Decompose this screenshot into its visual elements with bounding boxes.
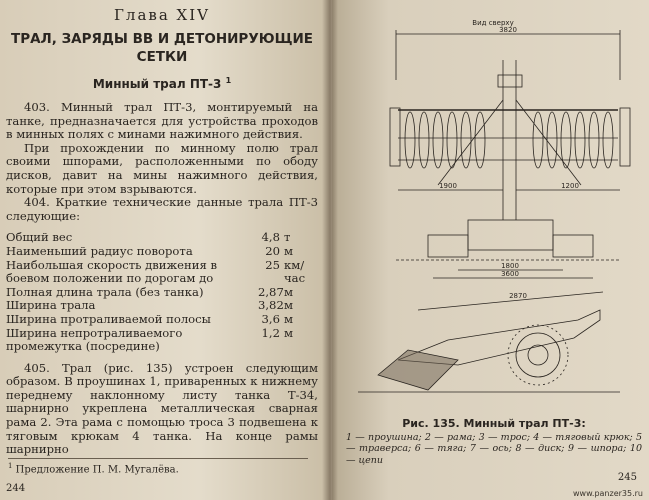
figure-caption (346, 418, 642, 466)
mine-trawl-diagram (338, 20, 638, 410)
chapter-heading: Глава XIV (114, 6, 210, 24)
dim-side: 2870 (509, 292, 527, 300)
spec-value: 20 (265, 243, 280, 258)
footnote (8, 458, 308, 475)
right-page (332, 0, 649, 500)
spec-row (6, 299, 318, 313)
spec-row (6, 245, 318, 259)
top-view-drawing (390, 20, 630, 278)
caption-title: Рис. 135. Минный трал ПТ-3: (402, 417, 586, 430)
paragraph-405: 405. Трал (рис. 135) устроен следующим образом. В проушинах 1, приваренных к нижнему переднему наклонному листу танка Т-34, шарнирно укреплена металлическая сварная рама 2. Эта рама с помощью троса 3 подвешена к тяговым крюкам 4 танка. На конце рамы шарнирно (6, 360, 318, 457)
spec-unit: т (284, 230, 291, 245)
page-number-left: 244 (6, 483, 26, 494)
top-view-label: Вид сверху (472, 20, 514, 27)
dim-right: 1200 (561, 182, 579, 190)
spec-unit: м (284, 311, 294, 326)
paragraph-403-continued: При прохождении по минному полю трал своими шпорами, расположенными по ободу дисков, давит на мины нажимного действия, которые при этом взрываются. (6, 140, 318, 196)
paragraph-403: 403. Минный трал ПТ-3, монтируемый на танке, предназначается для устройства проходов в минных полях с минами нажимного действия. (6, 100, 318, 142)
footnote-reference: 1 (225, 76, 232, 85)
dim-bottom-2: 3600 (501, 270, 519, 278)
spec-label: Ширина протраливаемой полосы (6, 311, 211, 326)
spec-row (6, 286, 318, 300)
watermark: www.panzer35.ru (573, 489, 643, 498)
subsection-title-text: Минный трал ПТ-3 (92, 77, 222, 91)
spec-value: 4,8 (261, 230, 280, 245)
spec-unit: м (284, 243, 294, 258)
spec-label: Ширина непротраливаемого промежутка (посредине) (6, 325, 183, 354)
spec-label: Ширина трала (6, 298, 96, 313)
spec-label: Наименьший радиус поворота (6, 243, 193, 258)
subsection-title (6, 76, 318, 91)
spec-value: 3,6 (261, 311, 280, 326)
paragraph-404: 404. Краткие технические данные трала ПТ-3 следующие: (6, 195, 318, 223)
spec-unit: м (284, 325, 294, 340)
dim-left: 1900 (439, 182, 457, 190)
spec-label: Полная длина трала (без танка) (6, 284, 204, 299)
dim-bottom-1: 1800 (501, 262, 519, 270)
spec-list (6, 231, 318, 353)
spec-label: Наибольшая скорость движения в боевом положении по дорогам до (6, 257, 218, 286)
spec-row (6, 231, 318, 245)
spec-row (6, 313, 318, 327)
footnote-text: Предложение П. М. Мугалёва. (15, 464, 179, 476)
spec-unit: км/час (284, 257, 306, 286)
spec-value: 2,87 (258, 284, 284, 299)
footnote-mark: 1 (8, 462, 13, 470)
spec-row (6, 259, 318, 286)
spec-row (6, 327, 318, 354)
section-title-line1: ТРАЛ, ЗАРЯДЫ ВВ И ДЕТОНИРУЮЩИЕ (10, 31, 313, 47)
book-gutter (322, 0, 338, 500)
caption-text: 1 — проушина; 2 — рама; 3 — трос; 4 — тяговый крюк; 5 — траверса; 6 — тяга; 7 — ось; 8 — диск; 9 — шпора; 10 — цепи (346, 431, 642, 466)
spec-value: 3,82 (258, 298, 284, 313)
spec-value: 25 (265, 257, 280, 272)
spec-unit: м (284, 298, 294, 313)
side-view-drawing (358, 292, 620, 392)
section-title (6, 30, 318, 66)
section-title-line2: СЕТКИ (136, 49, 188, 65)
spec-unit: м (284, 284, 294, 299)
spec-value: 1,2 (261, 325, 280, 340)
spec-label: Общий вес (6, 230, 73, 245)
dim-top: 3820 (499, 26, 517, 34)
page-number-right: 245 (617, 472, 637, 483)
